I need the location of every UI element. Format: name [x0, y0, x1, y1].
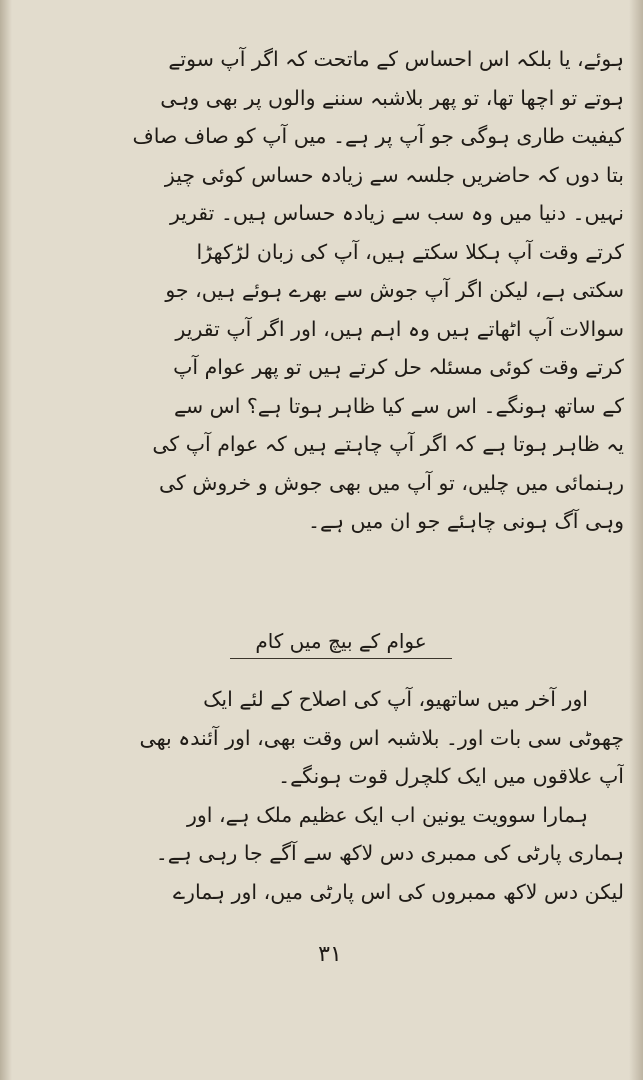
- text-line: ہماری پارٹی کی ممبری دس لاکھ سے آگے جا رہی ہے۔: [155, 841, 624, 865]
- text-line: کرتے وقت آپ ہکلا سکتے ہیں، آپ کی زبان لڑکھڑا: [196, 239, 624, 264]
- text-line: ہمارا سوویت یونین اب ایک عظیم ملک ہے، اور: [186, 802, 588, 827]
- text-line: بتا دوں کہ حاضریں جلسہ سے زیادہ حساس کوئی چیز: [164, 162, 624, 187]
- page-gutter-shadow: [0, 0, 12, 1080]
- text-line: آپ علاقوں میں ایک کلچرل قوت ہونگے۔: [278, 764, 624, 788]
- text-line: کیفیت طاری ہوگی جو آپ پر ہے۔ میں آپ کو صاف صاف: [132, 124, 624, 148]
- paragraph-2: [58, 680, 624, 911]
- text-line: سکتی ہے، لیکن اگر آپ جوش سے بھرے ہوئے ہیں، جو: [165, 278, 624, 302]
- section-heading: عوام کے بیچ میں کام: [230, 624, 452, 659]
- text-line: ہوئے، یا بلکہ اس احساس کے ماتحت کہ اگر آپ سوتے: [168, 47, 624, 71]
- text-line: سوالات آپ اٹھاتے ہیں وہ اہم ہیں، اور اگر آپ تقریر: [175, 316, 624, 341]
- text-line: لیکن دس لاکھ ممبروں کی اس پارٹی میں، اور ہمارے: [173, 879, 624, 904]
- text-line: وہی آگ ہونی چاہئے جو ان میں ہے۔: [308, 509, 624, 533]
- page-edge-shadow: [629, 0, 643, 1080]
- text-line: نہیں۔ دنیا میں وہ سب سے زیادہ حساس ہیں۔ تقریر: [169, 201, 624, 225]
- text-line: چھوٹی سی بات اور۔ بلاشبہ اس وقت بھی، اور آئندہ بھی: [139, 725, 624, 750]
- text-line: کرتے وقت کوئی مسئلہ حل کرتے ہیں تو پھر عوام آپ: [173, 355, 624, 379]
- text-line: اور آخر میں ساتھیو، آپ کی اصلاح کے لئے ایک: [203, 687, 588, 711]
- text-line: رہنمائی میں چلیں، تو آپ میں بھی جوش و خروش کی: [158, 470, 624, 495]
- paragraph-1: [58, 40, 624, 541]
- text-line: یہ ظاہر ہوتا ہے کہ اگر آپ چاہتے ہیں کہ عوام آپ کی: [152, 432, 624, 456]
- text-line: ہوتے تو اچھا تھا، تو پھر بلاشبہ سننے والوں پر بھی وہی: [160, 85, 624, 110]
- text-line: کے ساتھ ہونگے۔ اس سے کیا ظاہر ہوتا ہے؟ اس سے: [173, 393, 624, 418]
- page-number: ۳۱: [318, 942, 342, 967]
